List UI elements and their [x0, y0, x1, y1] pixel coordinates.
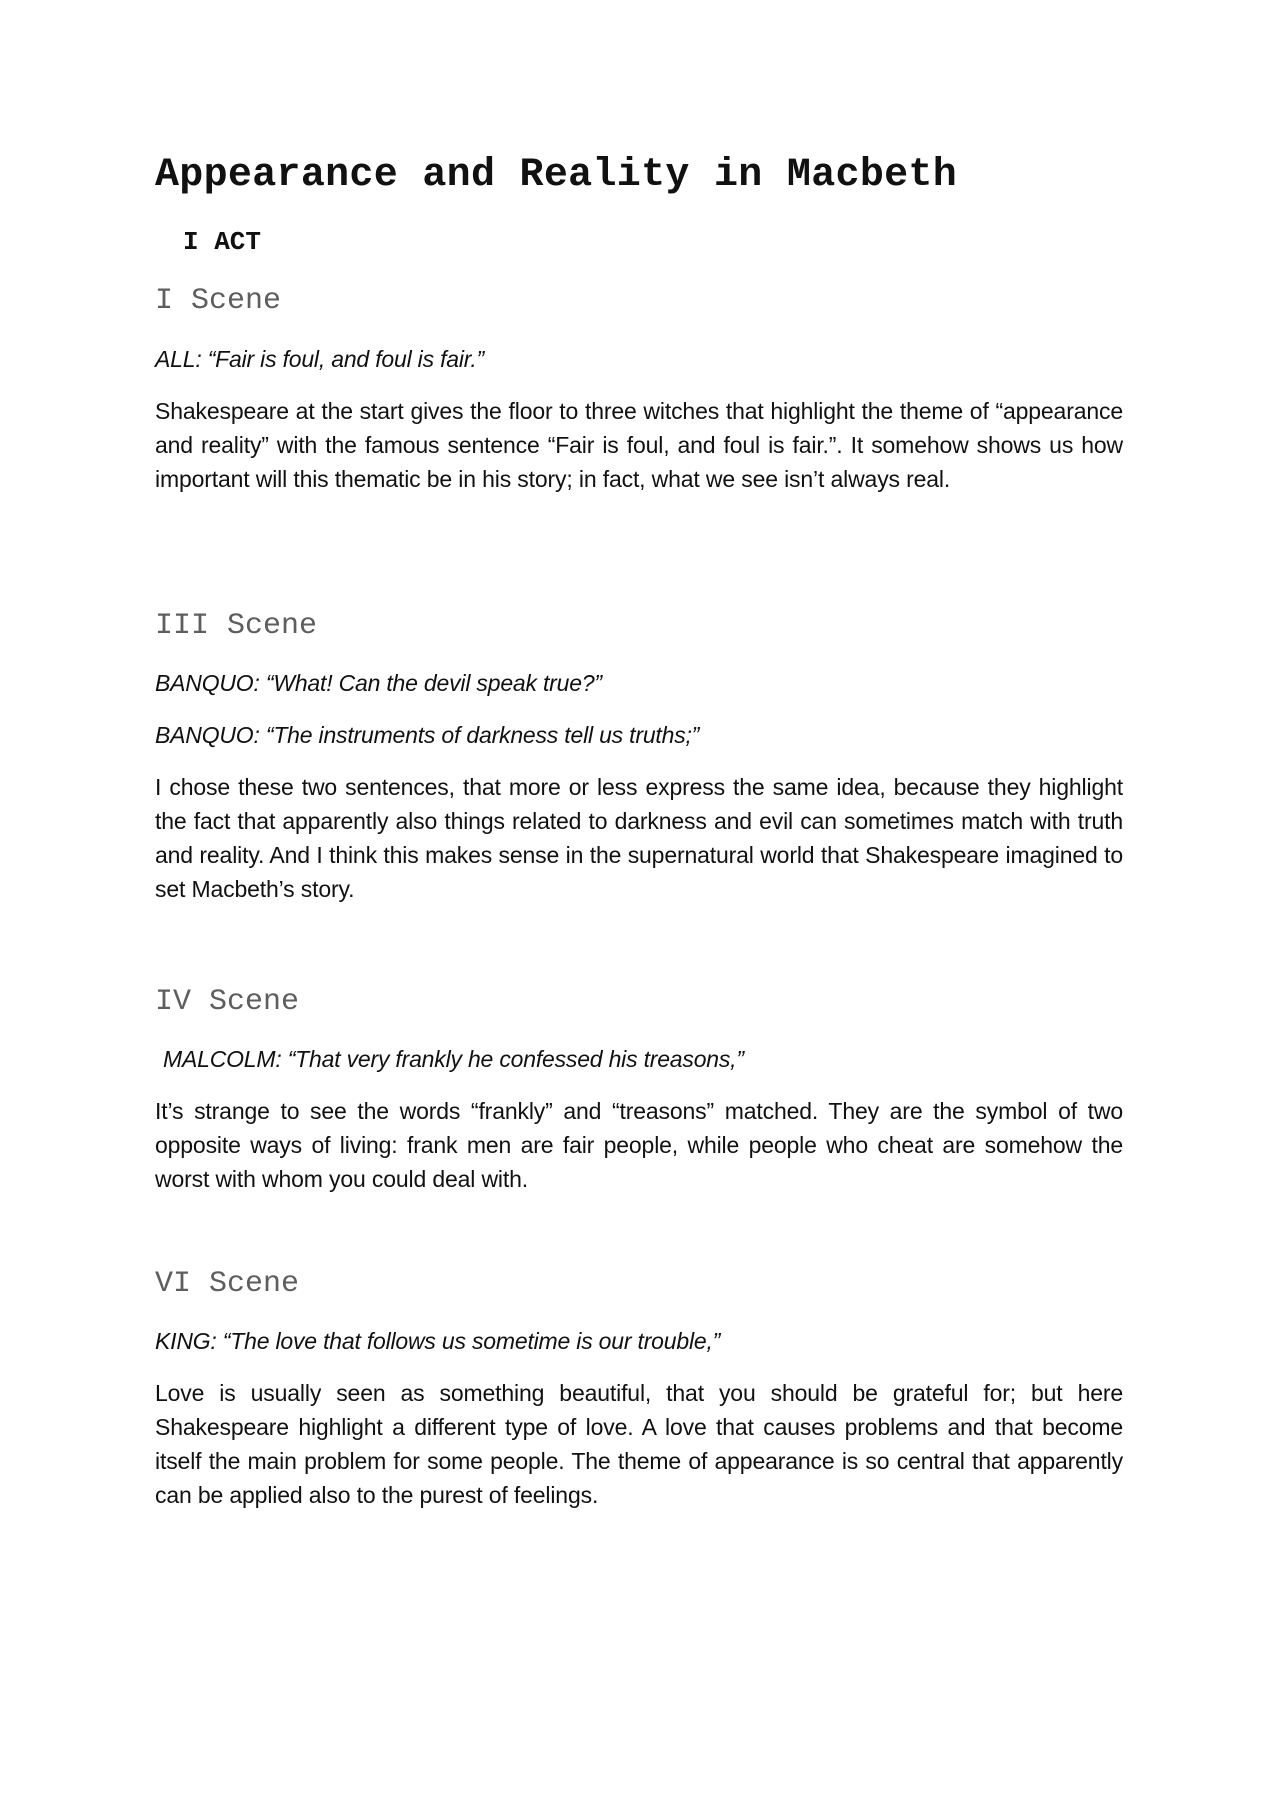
scene-heading-vi: VI Scene — [155, 1267, 300, 1301]
quote-banquo-1: BANQUO: “What! Can the devil speak true?” — [155, 670, 602, 696]
quote-all: ALL: “Fair is foul, and foul is fair.” — [155, 346, 485, 372]
paragraph-scene-iv: It’s strange to see the words “frankly” and “treasons” matched. They are the symbol of two opposite ways of living: frank men are fair people, while people who cheat are somehow the worst with whom you could deal with. — [155, 1098, 1123, 1192]
quote-malcolm: MALCOLM: “That very frankly he confessed his treasons,” — [163, 1046, 744, 1072]
quote-banquo-2: BANQUO: “The instruments of darkness tell us truths;” — [155, 722, 700, 748]
scene-heading-iii: III Scene — [155, 609, 318, 643]
scene-heading-i: I Scene — [155, 284, 282, 318]
paragraph-scene-vi: Love is usually seen as something beautiful, that you should be grateful for; but here Shakespeare highlight a different type of love. A love that causes problems and that become itself the main problem for some people. The theme of appearance is so central that apparently can be applied also to the purest of feelings. — [155, 1380, 1123, 1508]
scene-heading-iv: IV Scene — [155, 985, 300, 1019]
act-heading: I ACT — [183, 227, 262, 257]
quote-king: KING: “The love that follows us sometime is our trouble,” — [155, 1328, 721, 1354]
paragraph-scene-i: Shakespeare at the start gives the floor to three witches that highlight the theme of “appearance and reality” with the famous sentence “Fair is foul, and foul is fair.”. It somehow shows us how important will this thematic be in his story; in fact, what we see isn’t always real. — [155, 398, 1123, 492]
document-title: Appearance and Reality in Macbeth — [155, 153, 958, 198]
paragraph-scene-iii: I chose these two sentences, that more or less express the same idea, because they highlight the fact that apparently also things related to darkness and evil can sometimes match with truth and reality. And I think this makes sense in the supernatural world that Shakespeare imagined to set Macbeth’s story. — [155, 774, 1123, 902]
